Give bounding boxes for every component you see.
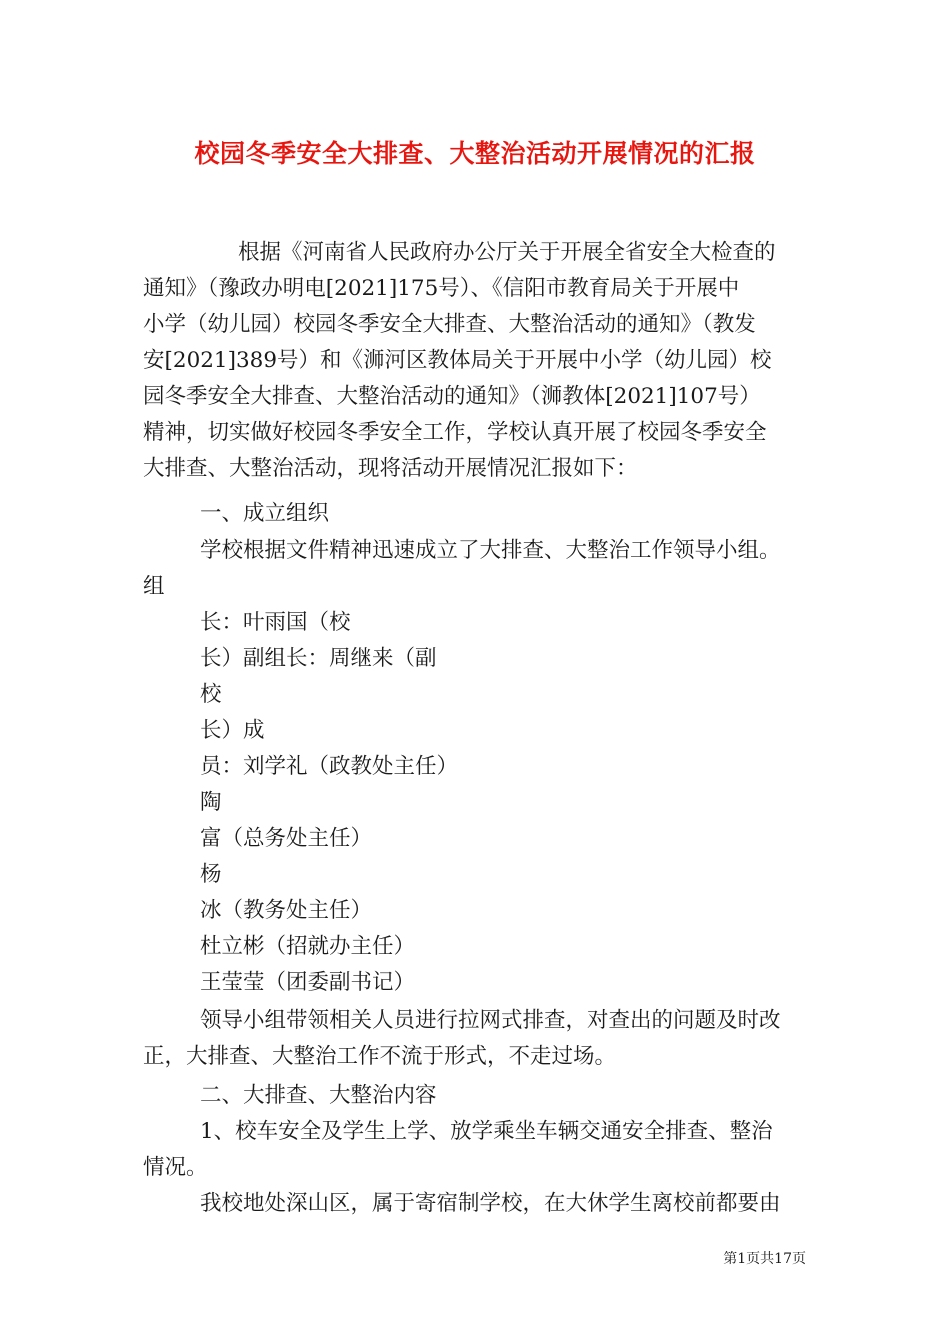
paragraph-line: 安[2021]389号）和《浉河区教体局关于开展中小学（幼儿园）校 (143, 348, 772, 373)
paragraph-line: 精神，切实做好校园冬季安全工作，学校认真开展了校园冬季安全 (143, 420, 767, 445)
paragraph-line: 大排查、大整治活动，现将活动开展情况汇报如下： (143, 456, 638, 481)
member-line: 长）成 (200, 718, 265, 743)
member-line: 陶 (200, 790, 222, 815)
section-heading: 二、大排查、大整治内容 (200, 1083, 437, 1108)
member-line: 王莹莹（团委副书记） (200, 970, 416, 995)
member-line: 员：刘学礼（政教处主任） (200, 754, 459, 779)
paragraph-line: 组 (143, 574, 165, 599)
member-line: 杨 (200, 862, 222, 887)
paragraph-line: 情况。 (143, 1155, 208, 1180)
paragraph-line: 领导小组带领相关人员进行拉网式排查，对查出的问题及时改 (200, 1008, 781, 1033)
member-line: 长）副组长：周继来（副 (200, 646, 437, 671)
member-line: 冰（教务处主任） (200, 898, 373, 923)
member-line: 校 (200, 682, 222, 707)
paragraph-line: 我校地处深山区，属于寄宿制学校，在大休学生离校前都要由 (200, 1191, 781, 1216)
paragraph-line: 通知》（豫政办明电[2021]175号）、《信阳市教育局关于开展中 (143, 276, 740, 301)
document-title: 校园冬季安全大排查、大整治活动开展情况的汇报 (194, 139, 756, 168)
paragraph-line: 园冬季安全大排查、大整治活动的通知》（浉教体[2021]107号） (143, 384, 761, 409)
paragraph-line: 正，大排查、大整治工作不流于形式，不走过场。 (143, 1044, 617, 1069)
paragraph-line: 根据《河南省人民政府办公厅关于开展全省安全大检查的 (238, 240, 776, 265)
member-line: 长：叶雨国（校 (200, 610, 351, 635)
section-heading: 一、成立组织 (200, 501, 330, 526)
paragraph-line: 1、校车安全及学生上学、放学乘坐车辆交通安全排查、整治 (200, 1119, 773, 1144)
page-footer: 第1页共17页 (723, 1251, 806, 1267)
paragraph-line: 学校根据文件精神迅速成立了大排查、大整治工作领导小组。 (200, 538, 781, 563)
paragraph-line: 小学（幼儿园）校园冬季安全大排查、大整治活动的通知》（教发 (143, 312, 756, 337)
member-line: 杜立彬（招就办主任） (200, 934, 416, 959)
member-line: 富（总务处主任） (200, 826, 373, 851)
